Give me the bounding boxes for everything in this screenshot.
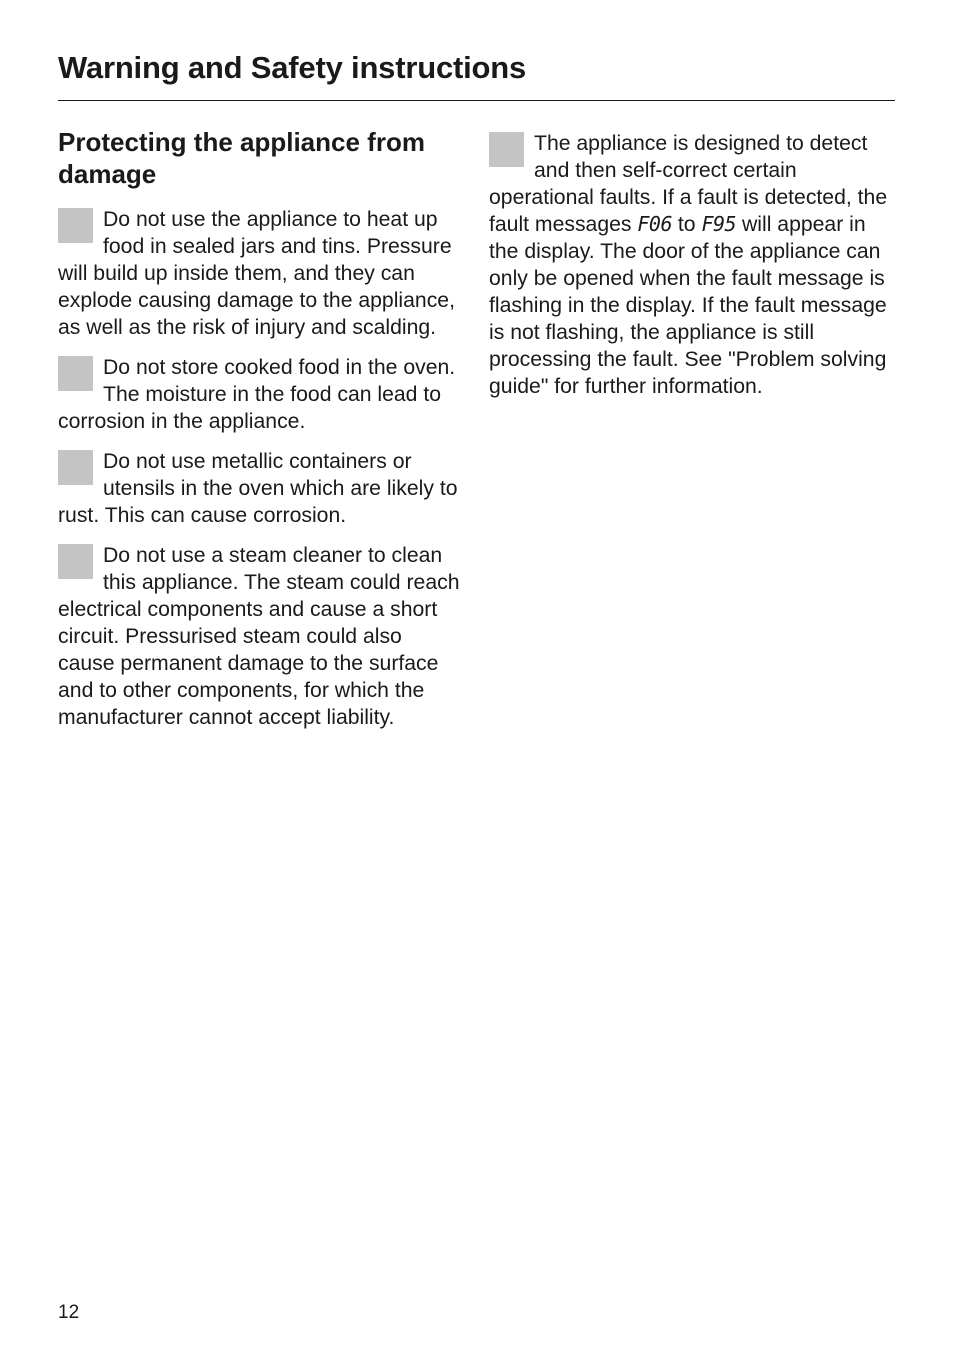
warning-marker-icon [489,132,524,167]
fault-text-part1: The appliance is designed to detect and then self-correct certain operational faults. If a fault is detected, the fault messages [489,132,888,236]
fault-code-end: F95 [701,212,737,236]
warning-text: Do not use the appliance to heat up food in sealed jars and tins. Pressure will build up inside them, and they can explode causing damage to the appliance, as well as the risk of injury and scalding. [58,208,455,339]
fault-paragraph [489,130,895,400]
warning-paragraph [58,542,460,731]
warning-marker-icon [58,208,93,243]
warning-marker-icon [58,450,93,485]
header-divider [58,100,895,101]
page-number: 12 [58,1302,80,1323]
warning-paragraph [58,354,460,435]
warning-text: Do not store cooked food in the oven. The moisture in the food can lead to corrosion in the appliance. [58,356,456,433]
warning-text: Do not use a steam cleaner to clean this appliance. The steam could reach electrical components and cause a short circuit. Pressurised steam could also cause permanent damage to the surface and to other components, for which the manufacturer cannot accept liability. [58,544,460,729]
warning-paragraph [58,206,460,341]
warning-paragraph [58,448,460,529]
warning-marker-icon [58,544,93,579]
warning-marker-icon [58,356,93,391]
left-column [58,126,460,744]
right-column [489,130,895,413]
fault-code-start: F06 [637,212,673,236]
page-title: Warning and Safety instructions [58,50,527,85]
fault-text-part2: to [672,213,702,236]
warning-text: Do not use metallic containers or utensils in the oven which are likely to rust. This can cause corrosion. [58,450,458,527]
section-heading: Protecting the appliance from damage [58,127,425,189]
fault-text-part3: will appear in the display. The door of the appliance can only be opened when the fault message is flashing in the display. If the fault message is not flashing, the appliance is still processing the fault. See "Problem solving guide" for further information. [489,213,887,398]
